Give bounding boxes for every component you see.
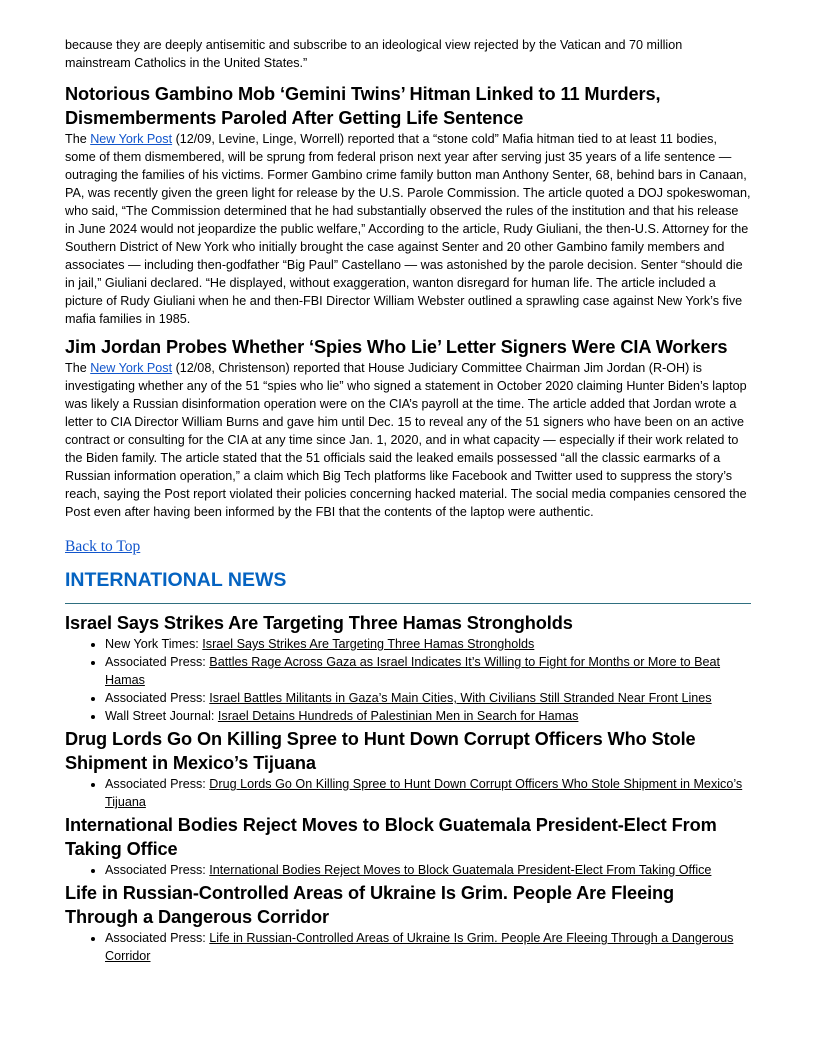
story-link[interactable]: Life in Russian-Controlled Areas of Ukraine Is Grim. People Are Fleeing Through a Dangerous Corridor <box>105 931 734 963</box>
source-name: Associated Press: <box>105 931 210 945</box>
list-item <box>105 635 751 653</box>
source-name: Associated Press: <box>105 863 210 877</box>
article-headline-gambino: Notorious Gambino Mob ‘Gemini Twins’ Hitman Linked to 11 Murders, Dismemberments Paroled After Getting Life Sentence <box>65 84 661 128</box>
source-link-new-york-post[interactable]: New York Post <box>90 361 173 375</box>
intl-link-list-israel <box>65 635 751 725</box>
source-name: Wall Street Journal: <box>105 709 218 723</box>
list-item <box>105 775 751 811</box>
content-column <box>65 36 751 965</box>
intl-headline-israel: Israel Says Strikes Are Targeting Three Hamas Strongholds <box>65 613 573 633</box>
article-headline-jordan: Jim Jordan Probes Whether ‘Spies Who Lie’ Letter Signers Were CIA Workers <box>65 337 728 357</box>
list-item <box>105 689 751 707</box>
article-text: (12/08, Christenson) reported that House Judiciary Committee Chairman Jim Jordan (R-OH) is investigating whether any of the 51 “spies who lie” who signed a statement in October 2020 claiming Hunter Biden’s laptop was likely a Russian disinformation operation were on the CIA’s payroll at the time. The article added that Jordan wrote a letter to CIA Director William Burns and gave him until Dec. 15 to reveal any of the 51 signers who have been on an active contract or consulting for the CIA at any time since Jan. 1, 2020, and in what capacity — especially if their work related to the Biden family. The article stated that the 51 officials said the leaked emails possessed “all the classic earmarks of a Russian information operation,” a claim which Big Tech platforms like Facebook and Twitter used to suppress the story’s reach, saying the Post report violated their policies concerning hacked material. The social media companies censored the Post even after having been informed by the FBI that the contents of the laptop were authentic. <box>65 361 747 519</box>
article-text: (12/09, Levine, Linge, Worrell) reported that a “stone cold” Mafia hitman tied to at least 11 bodies, some of them dismembered, will be sprung from federal prison next year after serving just 35 years of a life sentence — outraging the families of his victims. Former Gambino crime family button man Anthony Senter, 68, behind bars in Canaan, PA, was recently given the green light for release by the U.S. Parole Commission. The article quoted a DOJ spokeswoman, who said, “The Commission determined that he had substantially observed the rules of the institution and that his release in June 2024 would not jeopardize the public welfare,” According to the article, Rudy Giuliani, the then-U.S. Attorney for the Southern District of New York who initially brought the case against Senter and 20 other Gambino family members and associates — including then-godfather “Big Paul” Castellano — was astonished by the parole decision. Senter “should die in jail,” Giuliani declared. “He displayed, without exaggeration, wanton disregard for human life. The article included a picture of Rudy Giuliani when he and then-FBI Director William Webster outlined a sprawling case against New York’s five mafia families in 1985. <box>65 132 751 326</box>
list-item <box>105 653 751 689</box>
list-item <box>105 707 751 725</box>
story-link[interactable]: Drug Lords Go On Killing Spree to Hunt Down Corrupt Officers Who Stole Shipment in Mexico’s Tijuana <box>105 777 743 809</box>
back-to-top-wrap <box>65 538 751 556</box>
article-body-gambino <box>65 130 751 328</box>
intl-link-list-guatemala <box>65 861 751 879</box>
lead-paragraph: because they are deeply antisemitic and subscribe to an ideological view rejected by the Vatican and 70 million mainstream Catholics in the United States.” <box>65 38 683 70</box>
article-body-jordan <box>65 359 751 521</box>
source-name: New York Times: <box>105 637 203 651</box>
story-link[interactable]: Israel Says Strikes Are Targeting Three Hamas Strongholds <box>202 637 535 651</box>
intl-headline-tijuana: Drug Lords Go On Killing Spree to Hunt Down Corrupt Officers Who Stole Shipment in Mexico’s Tijuana <box>65 729 696 773</box>
source-name: Associated Press: <box>105 777 210 791</box>
article-prefix: The <box>65 361 91 375</box>
intl-headline-guatemala: International Bodies Reject Moves to Block Guatemala President-Elect From Taking Office <box>65 815 717 859</box>
story-link[interactable]: Israel Battles Militants in Gaza’s Main Cities, With Civilians Still Stranded Near Front Lines <box>209 691 712 705</box>
intl-link-list-ukraine <box>65 929 751 965</box>
source-name: Associated Press: <box>105 655 210 669</box>
list-item <box>105 861 751 879</box>
story-link[interactable]: Israel Detains Hundreds of Palestinian Men in Search for Hamas <box>217 709 579 723</box>
story-link[interactable]: Battles Rage Across Gaza as Israel Indicates It’s Willing to Fight for Months or More to Beat Hamas <box>105 655 721 687</box>
back-to-top-link[interactable]: Back to Top <box>65 538 141 555</box>
section-title-international-news: INTERNATIONAL NEWS <box>65 568 751 604</box>
story-link[interactable]: International Bodies Reject Moves to Block Guatemala President-Elect From Taking Office <box>209 863 712 877</box>
intl-headline-ukraine: Life in Russian-Controlled Areas of Ukraine Is Grim. People Are Fleeing Through a Dangerous Corridor <box>65 883 675 927</box>
source-name: Associated Press: <box>105 691 210 705</box>
source-link-new-york-post[interactable]: New York Post <box>90 132 173 146</box>
list-item <box>105 929 751 965</box>
intl-link-list-tijuana <box>65 775 751 811</box>
article-prefix: The <box>65 132 91 146</box>
